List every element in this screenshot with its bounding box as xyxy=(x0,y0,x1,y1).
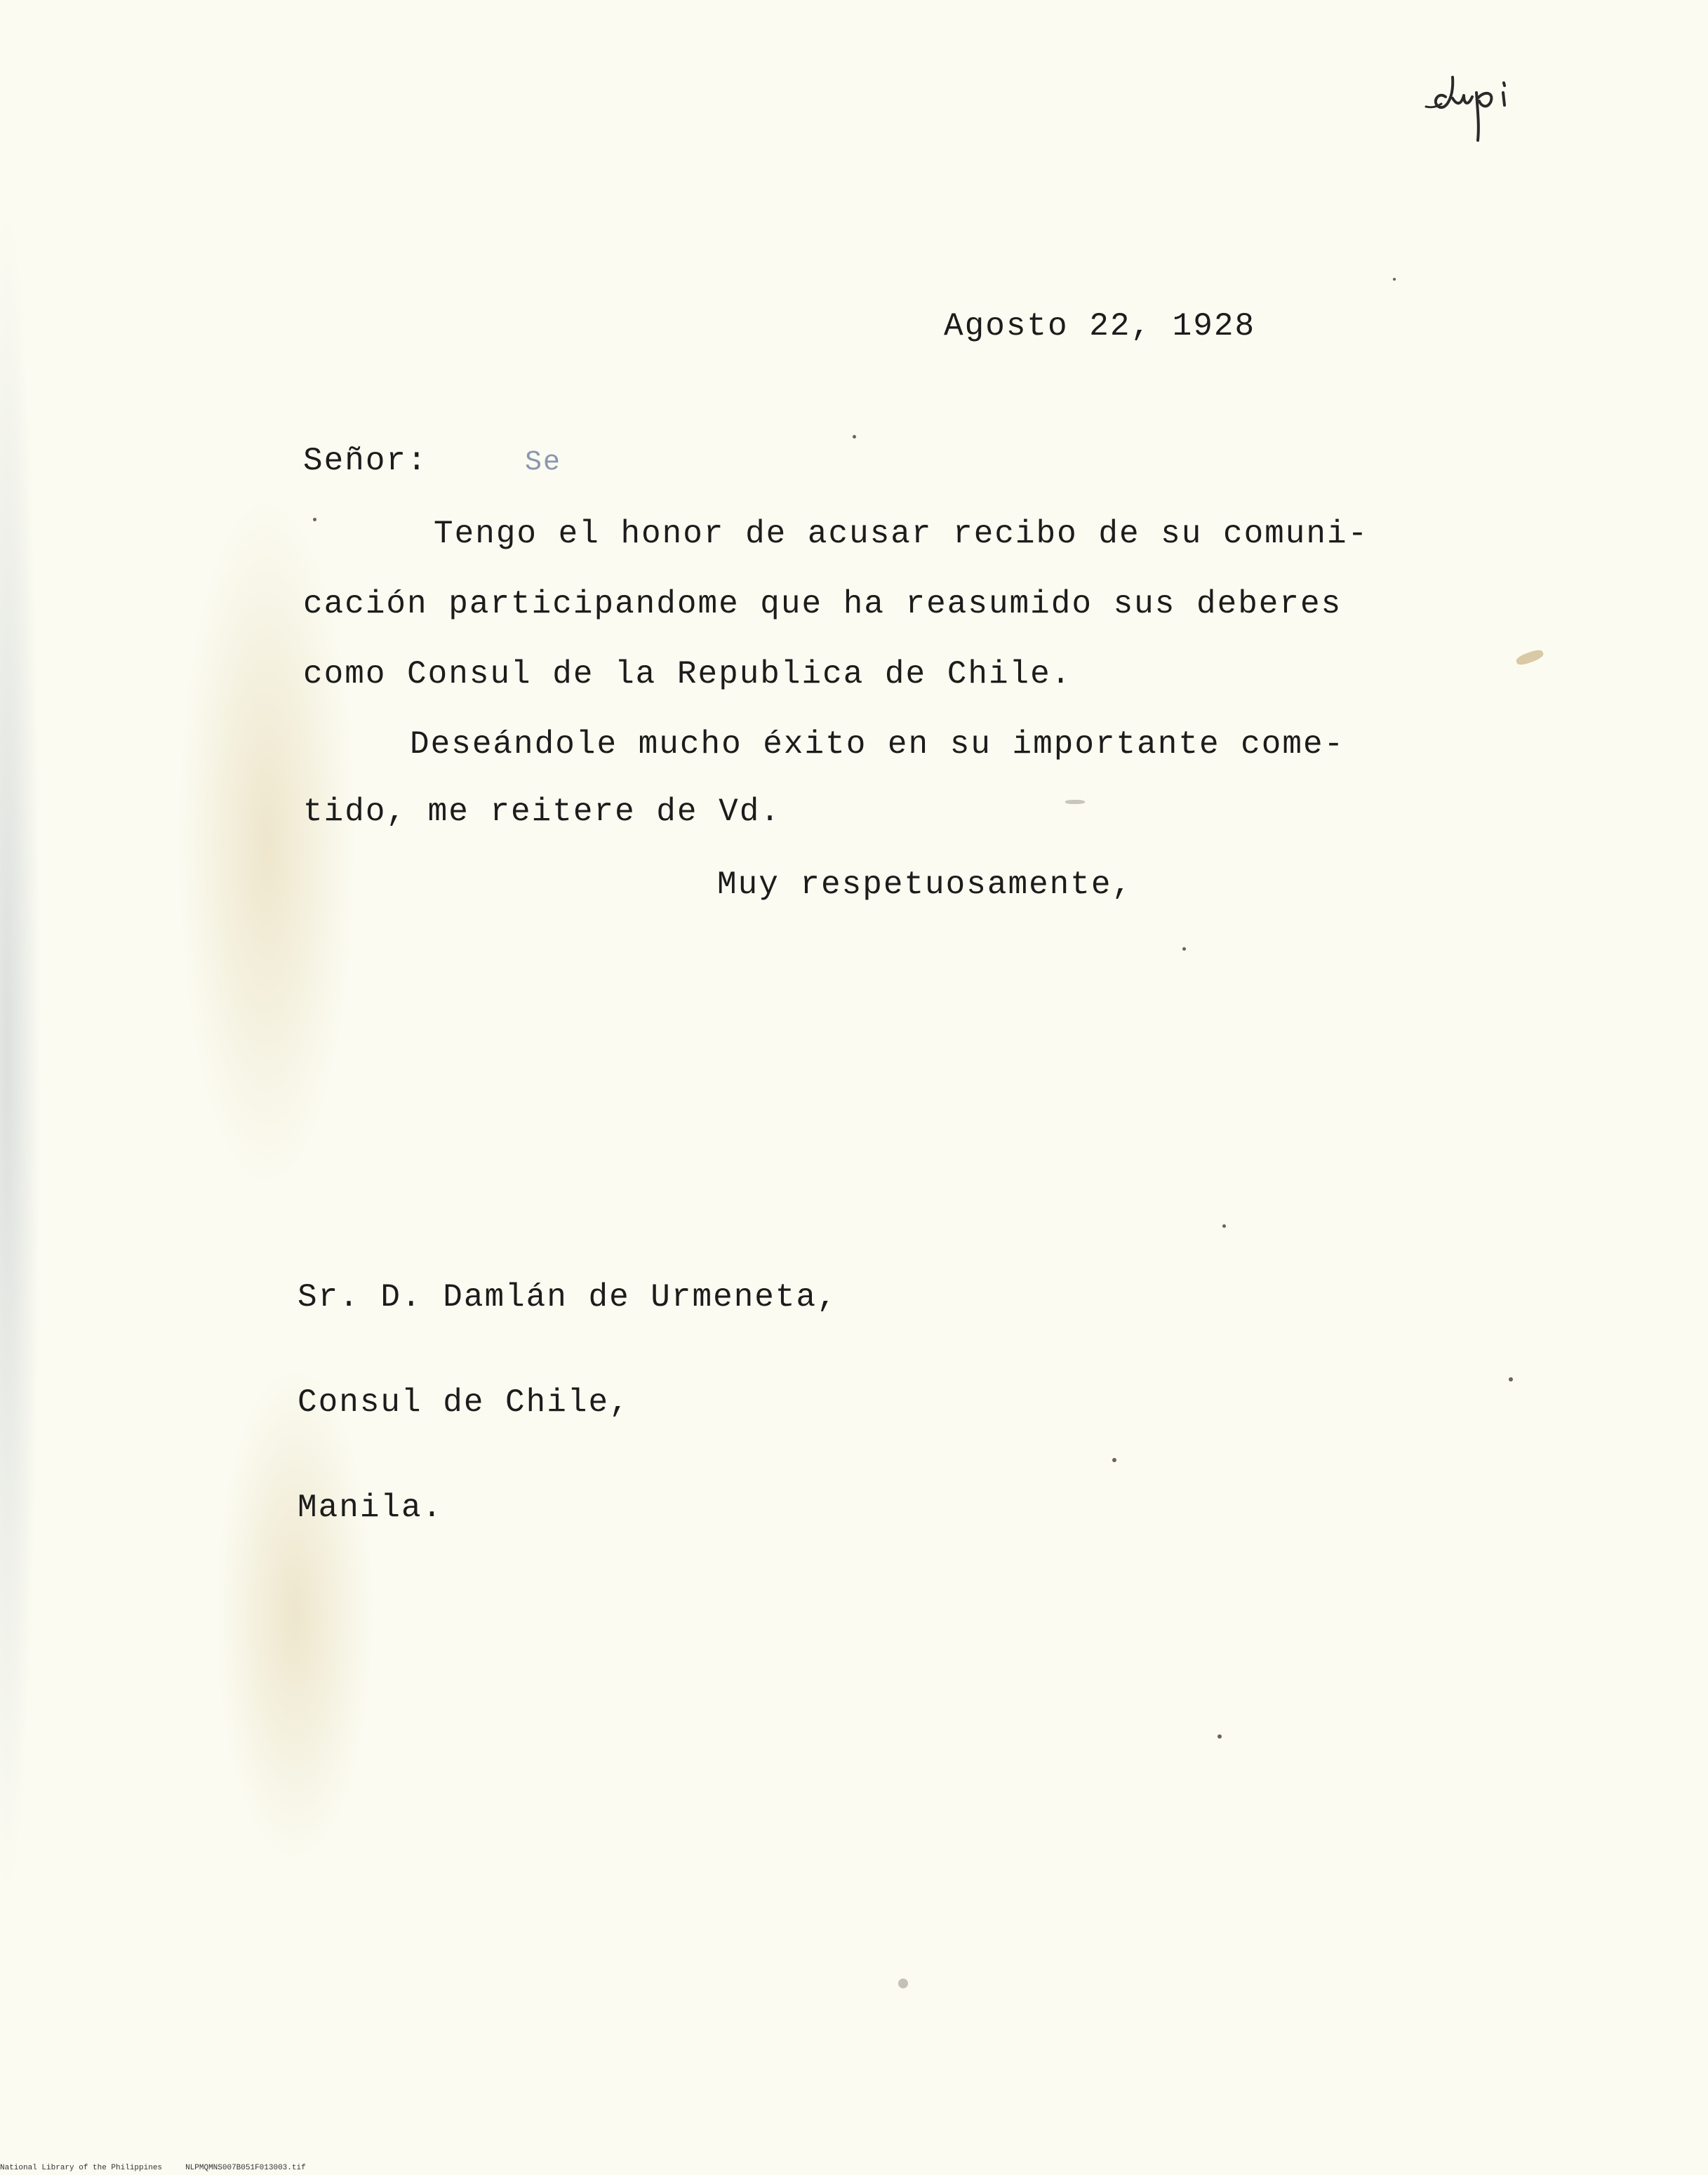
scan-footer xyxy=(0,2164,306,2172)
closing: Muy respetuosamente, xyxy=(717,866,1133,903)
scan-speck xyxy=(313,518,316,521)
scan-speck xyxy=(1393,278,1396,281)
addressee-block xyxy=(298,1210,838,1595)
body-line: Tengo el honor de acusar recibo de su comuni- xyxy=(434,516,1369,552)
scan-speck xyxy=(1222,1224,1226,1228)
footer-file-id: NLPMQMNS007B051F013003.tif xyxy=(185,2164,306,2172)
addressee-name: Sr. D. Damlán de Urmeneta, xyxy=(298,1279,838,1316)
footer-library: National Library of the Philippines xyxy=(0,2164,163,2172)
body-line: tido, me reitere de Vd. xyxy=(303,794,781,830)
body-line: como Consul de la Republica de Chile. xyxy=(303,656,1072,692)
scan-speck xyxy=(1112,1458,1116,1462)
body-line: Deseándole mucho éxito en su importante come- xyxy=(410,726,1345,763)
scan-speck xyxy=(1182,947,1186,951)
salutation: Señor: xyxy=(303,443,428,479)
faded-salutation-mark: Se xyxy=(525,447,562,479)
body-line: cación participandome que ha reasumido sus deberes xyxy=(303,586,1342,622)
scan-speck xyxy=(1515,648,1544,667)
scan-speck xyxy=(1217,1734,1222,1739)
letter-date: Agosto 22, 1928 xyxy=(944,308,1256,344)
scan-speck xyxy=(898,1979,908,1988)
addressee-title: Consul de Chile, xyxy=(298,1384,630,1421)
addressee-city: Manila. xyxy=(298,1490,443,1526)
scan-speck xyxy=(1509,1377,1513,1381)
handwritten-annotation xyxy=(1417,49,1558,161)
scan-speck xyxy=(1065,800,1085,804)
scan-speck xyxy=(853,435,856,439)
